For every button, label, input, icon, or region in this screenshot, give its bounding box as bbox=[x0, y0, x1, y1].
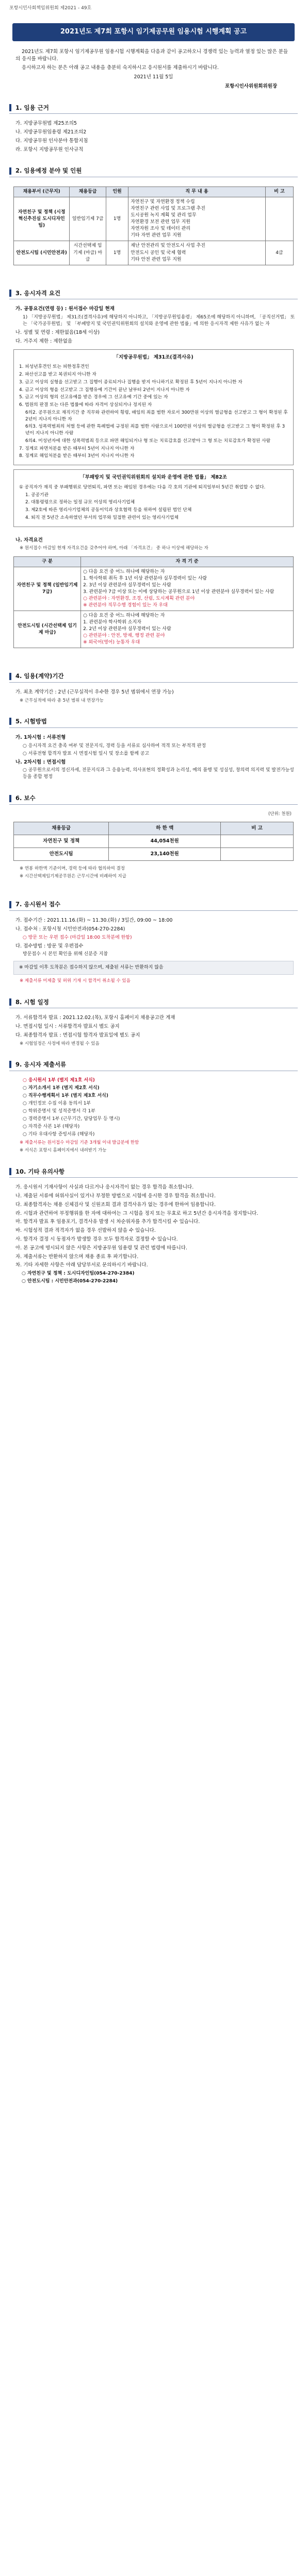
qualification-line: ○ 다음 요건 중 어느 하나에 해당하는 자 bbox=[83, 613, 165, 619]
table-cell bbox=[128, 241, 266, 265]
table-header: 채용등급 bbox=[70, 187, 106, 197]
list-item: 방문접수 시 본인 확인을 위해 신분증 지참 bbox=[23, 952, 108, 957]
qualification-line: 1. 학사학위 취득 후 1년 이상 관련분야 실무경력이 있는 사람 bbox=[83, 575, 207, 581]
section-title: 6. 보수 bbox=[15, 794, 36, 802]
note: ※ 제출서류는 원서접수 마감일 기준 3개월 이내 발급분에 한함 bbox=[20, 1140, 139, 1146]
list-item: 라. 포항시 지방공무원 인사규칙 bbox=[15, 146, 84, 152]
table-cell bbox=[221, 848, 294, 860]
table-cell bbox=[265, 197, 293, 241]
table-row bbox=[14, 567, 294, 611]
list-item: 가. 지방공무원법 제25조의5 bbox=[15, 121, 77, 127]
section-bar-icon bbox=[9, 290, 11, 297]
list-item: ○ 개인정보 수집 이용 동의서 1부 bbox=[23, 1100, 91, 1106]
list-item: ○ 응시자격 요건 충족 여부 및 전문지식, 경력 등을 서류로 심사하여 적격 또는 부적격 판정 bbox=[23, 743, 206, 749]
contact-line: ○ 자연친구 및 정책 : 도시디자인팀(054-270-2384) bbox=[22, 1271, 135, 1277]
section-header bbox=[9, 1167, 298, 1178]
table-header-row bbox=[14, 187, 294, 197]
list-item: ○ 기타 우대사항 증빙서류 (해당자) bbox=[23, 1132, 95, 1138]
qualification-line: ※ 외국어(영어) 능통자 우대 bbox=[83, 640, 140, 646]
intro-paragraph: 2021년도 제7회 포항시 임기제공무원 임용시험 시행계획을 다음과 같이 공고하오니 경쟁력 있는 능력과 열정 있는 많은 분들의 응시를 바랍니다. bbox=[15, 48, 288, 62]
legal-excerpt-title: 「지방공무원법」 제31조(결격사유) bbox=[114, 354, 193, 360]
list-item: 다. 지방공무원 인사분야 통합지침 bbox=[15, 138, 88, 144]
announcement-title: 2021년도 제7회 포항시 임기제공무원 임용시험 시행계획 공고 bbox=[12, 23, 295, 41]
note: ※ 시험일정은 사정에 따라 변경될 수 있음 bbox=[20, 1041, 100, 1046]
list-item: 1) 「지방공무원법」 제31조(결격사유)에 해당하지 아니하고, 「지방공무원임용령」 제65조에 해당하지 아니하며, 「공직선거법」 또는 「국가공무원법」 및 「부패방지 및 국민권익위원회의 설치와 운영에 관한 법률」에 의한 응시자격 제한 사유가 없는 자 bbox=[23, 315, 295, 327]
unit-note: (단위: 천원) bbox=[268, 811, 292, 817]
legal-excerpt-box bbox=[13, 349, 294, 466]
table-cell: 1명 bbox=[106, 241, 128, 265]
intro bbox=[9, 48, 298, 72]
list-item: ○ 공무원으로서의 정신자세, 전문지식과 그 응용능력, 의사표현의 정확성과 논리성, 예의 품행 및 성실성, 창의력 의지력 및 발전가능성 등을 종합 평정 bbox=[23, 768, 294, 780]
announcement-date: 2021년 11월 5일 bbox=[134, 74, 173, 80]
table-cell: 자연친구 및 정책 (시정혁신추진실 도시디자인팀) bbox=[14, 197, 70, 241]
table-cell: 안전도시팀 (시간선택제 임기제 마급) bbox=[14, 611, 81, 648]
list-item: 나. 지방공무원임용령 제21조의2 bbox=[15, 129, 87, 135]
qualification-line: 2. 3년 이상 관련분야 실무경력이 있는 사람 bbox=[83, 582, 171, 588]
intro-paragraph: 응시하고자 하는 분은 아래 공고 내용을 충분히 숙지하시고 응시원서를 제출하시기 바랍니다. bbox=[22, 65, 219, 71]
duty-line: 재난 안전관리 및 안전도시 사업 추진 bbox=[131, 243, 205, 249]
table-row bbox=[14, 197, 294, 241]
section-header bbox=[9, 900, 298, 911]
section-title: 3. 응시자격 요건 bbox=[15, 289, 61, 297]
table-header: 인원 bbox=[106, 187, 128, 197]
section-bar-icon bbox=[9, 1061, 11, 1068]
table-header: 채용부서 (근무지) bbox=[14, 187, 70, 197]
pay-table-wrap bbox=[9, 819, 298, 863]
duty-line: 안전도시 공인 및 국제 협력 bbox=[131, 250, 186, 256]
list-item: ○ 자격증 사본 1부 (해당자) bbox=[23, 1124, 80, 1130]
subsection-title: 나. 자격요건 bbox=[15, 537, 43, 543]
legal-line: 5. 금고 이상의 형의 선고유예를 받은 경우에 그 선고유예 기간 중에 있는 자 bbox=[19, 395, 168, 400]
table-cell: 일반임기제 7급 bbox=[70, 197, 106, 241]
section-title: 5. 시험방법 bbox=[15, 718, 47, 725]
list-item: 다. 거주지 제한 : 제한없음 bbox=[15, 338, 73, 344]
table-cell: 44,054천원 bbox=[109, 835, 221, 848]
table-header-row bbox=[14, 556, 294, 567]
table-cell: 안전도시팀 (시민안전과) bbox=[14, 241, 70, 265]
table-row bbox=[14, 835, 294, 848]
qualification-line: ○ 관련분야 : 안전, 방재, 행정 관련 분야 bbox=[83, 633, 165, 639]
qualification-line: 3. 관련분야 7급 이상 또는 이에 상당하는 공무원으로 1년 이상 관련분야 실무경력이 있는 사람 bbox=[83, 589, 274, 595]
note: ※ 시간선택제임기제공무원은 근무시간에 비례하여 지급 bbox=[20, 874, 126, 879]
pay-table bbox=[13, 822, 294, 860]
list-item: ○ 응시원서 1부 (별지 제1호 서식) bbox=[23, 1077, 95, 1083]
table-header: 채용등급 bbox=[14, 822, 109, 835]
table-header: 직 무 내 용 bbox=[128, 187, 266, 197]
legal-line: 1. 공공기관 bbox=[25, 492, 49, 498]
note: ※ 서식은 포항시 홈페이지에서 내려받기 가능 bbox=[20, 1148, 107, 1154]
list-item: ○ 서류전형 합격자 발표 시 면접시험 일시 및 장소를 함께 공고 bbox=[23, 751, 150, 756]
section-bar-icon bbox=[9, 673, 11, 680]
list-item: 가. 공통요건(연령 등) : 원서접수 마감일 현재 bbox=[15, 306, 115, 312]
legal-line: 3. 금고 이상의 실형을 선고받고 그 집행이 종료되거나 집행을 받지 아니하기로 확정된 후 5년이 지나지 아니한 자 bbox=[19, 379, 243, 385]
qualification-line: ○ 다음 요건 중 어느 하나에 해당하는 자 bbox=[83, 569, 165, 574]
duty-line: 자연친구 관련 사업 및 프로그램 추진 bbox=[131, 206, 205, 212]
contact-line: ○ 안전도시팀 : 시민안전과(054-270-2284) bbox=[22, 1279, 118, 1284]
note: ※ 근무실적에 따라 총 5년 범위 내 연장가능 bbox=[20, 698, 104, 703]
table-cell bbox=[128, 197, 266, 241]
section-title: 8. 시험 일정 bbox=[15, 998, 49, 1006]
legal-line: 6의4. 미성년자에 대한 성폭력범죄 등으로 파면 해임되거나 형 또는 치료감호를 선고받아 그 형 또는 치료감호가 확정된 사람 bbox=[25, 438, 271, 444]
list-item: ○ 자기소개서 1부 (별지 제2호 서식) bbox=[23, 1085, 100, 1091]
list-item: 나. 성별 및 연령 : 제한없음(18세 이상) bbox=[15, 330, 100, 336]
section-bar-icon bbox=[9, 998, 11, 1006]
list-item: 다. 접수방법 : 방문 및 우편접수 bbox=[15, 943, 84, 949]
section-header bbox=[9, 166, 298, 177]
legal-line: 6. 법원의 판결 또는 다른 법률에 따라 자격이 상실되거나 정지된 자 bbox=[19, 402, 152, 408]
qualification-line: ※ 관련분야 직무수행 경험이 있는 자 우대 bbox=[83, 603, 168, 608]
list-item: 가. 1차시험 : 서류전형 bbox=[15, 734, 66, 740]
section-header bbox=[9, 289, 298, 300]
legal-line: 2. 파산선고를 받고 복권되지 아니한 자 bbox=[19, 372, 96, 378]
list-item: 자. 제출서류는 반환하지 않으며 채용 종료 후 파기합니다. bbox=[15, 1253, 139, 1260]
list-item: 아. 본 공고에 명시되지 않은 사항은 지방공무원 임용령 및 관련 법령에 따릅니다. bbox=[15, 1245, 187, 1251]
note: ※ 연봉 하한액 기준이며, 경력 등에 따라 협의하여 결정 bbox=[20, 866, 125, 871]
list-item: ○ 직무수행계획서 1부 (별지 제3호 서식) bbox=[23, 1093, 108, 1098]
table-cell: 안전도시팀 bbox=[14, 848, 109, 860]
legal-excerpt-title: 「부패방지 및 국민권익위원회의 설치와 운영에 관한 법률」 제82조 bbox=[80, 474, 227, 481]
table-cell bbox=[81, 567, 294, 611]
table-header: 하 한 액 bbox=[109, 822, 221, 835]
legal-line: 8. 징계로 해임처분을 받은 때부터 3년이 지나지 아니한 자 bbox=[19, 453, 135, 459]
list-item: 가. 최초 계약기간 : 2년 (근무실적이 우수한 경우 5년 범위에서 연장 가능) bbox=[15, 689, 174, 695]
duty-line: 도시공원 녹지 계획 및 관리 업무 bbox=[131, 213, 197, 218]
table-row bbox=[14, 241, 294, 265]
table-cell: 자연친구 및 정책 bbox=[14, 835, 109, 848]
legal-line: 6의2. 공무원으로 재직기간 중 직무와 관련하여 횡령, 배임의 죄를 범한 자로서 300만원 이상의 벌금형을 선고받고 그 형이 확정된 후 2년이 지나지 아니한 자 bbox=[25, 410, 288, 422]
list-item: 가. 접수기간 : 2021.11.16.(화) ~ 11.30.(화) / 3일간, 09:00 ~ 18:00 bbox=[15, 918, 173, 924]
section-header bbox=[9, 1060, 298, 1071]
duty-line: 기타 안전 관련 업무 지원 bbox=[131, 257, 182, 262]
section-bar-icon bbox=[9, 901, 11, 908]
publication-number: 포항시민사회책임위원회 제2021 - 49호 bbox=[9, 6, 92, 11]
notice-band: ※ 마감일 이후 도착분은 접수하지 않으며, 제출된 서류는 반환하지 않음 bbox=[13, 961, 294, 975]
section-title: 2. 임용예정 분야 및 인원 bbox=[15, 167, 82, 175]
section-header bbox=[9, 998, 298, 1009]
section-title: 1. 임용 근거 bbox=[15, 104, 49, 111]
issuing-organization: 포항시인사위원회위원장 bbox=[225, 83, 277, 89]
warning-note: ※ 제출서류 미제출 및 허위 기재 시 합격이 취소될 수 있음 bbox=[20, 978, 131, 984]
legal-line: 6의3. 성폭력범죄의 처벌 등에 관한 특례법에 규정된 죄를 범한 사람으로서 100만원 이상의 벌금형을 선고받고 그 형이 확정된 후 3년이 지나지 아니한 사람 bbox=[25, 424, 285, 436]
list-item: ○ 방문 또는 우편 접수 (마감일 18:00 도착분에 한함) bbox=[23, 935, 132, 940]
section-header bbox=[9, 104, 298, 114]
section-bar-icon bbox=[9, 718, 11, 725]
legal-line: 2. 대통령령으로 정하는 일정 규모 이상의 영리사기업체 bbox=[25, 500, 135, 505]
table-cell: 자연친구 및 정책 (일반임기제 7급) bbox=[14, 567, 81, 611]
duty-line: 자연친구 및 자연환경 정책 수립 bbox=[131, 199, 195, 205]
section-title: 4. 임용(계약)기간 bbox=[15, 672, 64, 680]
section-title: 7. 응시원서 접수 bbox=[15, 901, 61, 908]
qualification-line: 1. 관련분야 학사학위 소지자 bbox=[83, 620, 141, 625]
table-header: 비 고 bbox=[265, 187, 293, 197]
list-item: 차. 기타 자세한 사항은 아래 담당부서로 문의하시기 바랍니다. bbox=[15, 1262, 148, 1268]
list-item: 다. 최종합격자는 채용 신체검사 및 신원조회 결과 결격사유가 없는 경우에 한하여 임용합니다. bbox=[15, 1201, 216, 1208]
table-row bbox=[14, 611, 294, 648]
table-cell bbox=[221, 835, 294, 848]
list-item: 나. 접수처 : 포항시청 시민안전과(054-270-2284) bbox=[15, 926, 125, 932]
table-cell: 23,140천원 bbox=[109, 848, 221, 860]
legal-excerpt-box bbox=[13, 469, 294, 527]
qualification-table bbox=[13, 556, 294, 649]
legal-line: 3. 제2호에 따른 영리사기업체의 공동이익과 상호협력 등을 위하여 설립된 법인 단체 bbox=[25, 507, 192, 513]
qualification-line: 2. 2년 이상 관련분야 실무경력이 있는 사람 bbox=[83, 626, 171, 632]
list-item: ○ 경력증명서 1부 (근무기간, 담당업무 등 명시) bbox=[23, 1116, 120, 1122]
legal-line: 4. 퇴직 전 5년간 소속하였던 부서의 업무와 밀접한 관련이 있는 영리사기업체 bbox=[25, 515, 179, 520]
table-cell: 시간선택제 임기제 (마급) 마급 bbox=[70, 241, 106, 265]
list-item: 나. 면접시험 일시 : 서류합격자 발표시 별도 공지 bbox=[15, 1024, 120, 1030]
list-item: 라. 시험과 관련하여 부정행위를 한 자에 대하여는 그 시험을 정지 또는 무효로 하고 5년간 응시자격을 정지합니다. bbox=[15, 1210, 258, 1216]
table-header-row bbox=[14, 822, 294, 835]
table-header: 자 격 기 준 bbox=[81, 556, 294, 567]
list-item: 나. 2차시험 : 면접시험 bbox=[15, 759, 66, 765]
list-item: 다. 최종합격자 발표 : 면접시험 합격자 발표일에 별도 공지 bbox=[15, 1032, 140, 1038]
section-bar-icon bbox=[9, 795, 11, 802]
table-header: 구 분 bbox=[14, 556, 81, 567]
table-cell: 1명 bbox=[106, 197, 128, 241]
recruitment-table-wrap bbox=[9, 183, 298, 268]
list-item: 가. 서류합격자 발표 : 2021.12.02.(목), 포항시 홈페이지 채용공고란 게재 bbox=[15, 1015, 175, 1021]
list-item: 가. 응시원서 기재사항이 사실과 다르거나 응시자격이 없는 경우 합격을 취소합니다. bbox=[15, 1184, 194, 1191]
section-bar-icon bbox=[9, 104, 11, 111]
qualification-table-wrap bbox=[9, 553, 298, 652]
list-item: 마. 합격자 발표 후 임용포기, 결격사유 발생 시 차순위자를 추가 합격시킬 수 있습니다. bbox=[15, 1219, 200, 1225]
section-bar-icon bbox=[9, 167, 11, 175]
duty-line: 자연환경 보전 관련 업무 지원 bbox=[131, 219, 190, 225]
list-item: 사. 합격자 결정 시 동점자가 발생할 경우 모두 합격자로 결정할 수 있습니다. bbox=[15, 1236, 178, 1243]
legal-line: ① 공직자가 재직 중 부패행위로 당연퇴직, 파면 또는 해임된 경우에는 다음 각 호의 기관에 퇴직일부터 5년간 취업할 수 없다. bbox=[19, 484, 266, 490]
table-cell: 4급 bbox=[265, 241, 293, 265]
legal-line: 1. 피성년후견인 또는 피한정후견인 bbox=[19, 364, 89, 370]
section-title: 10. 기타 유의사항 bbox=[15, 1167, 65, 1175]
list-item: 나. 제출된 서류에 허위사실이 있거나 부정한 방법으로 시험에 응시한 경우 합격을 취소합니다. bbox=[15, 1193, 216, 1199]
list-item: ○ 학위증명서 및 성적증명서 각 1부 bbox=[23, 1108, 95, 1114]
duty-line: 기타 자연 관련 업무 지원 bbox=[131, 233, 182, 239]
legal-line: 4. 금고 이상의 형을 선고받고 그 집행유예 기간이 끝난 날부터 2년이 지나지 아니한 자 bbox=[19, 387, 190, 393]
table-cell bbox=[81, 611, 294, 648]
document bbox=[9, 5, 298, 1285]
qualification-line: ○ 관련분야 : 자연환경, 조경, 산림, 도시계획 관련 분야 bbox=[83, 596, 195, 601]
section-header bbox=[9, 717, 298, 728]
legal-line: 7. 징계로 파면처분을 받은 때부터 5년이 지나지 아니한 자 bbox=[19, 446, 135, 451]
section-header bbox=[9, 794, 298, 805]
table-row bbox=[14, 848, 294, 860]
table-header: 비 고 bbox=[221, 822, 294, 835]
recruitment-table bbox=[13, 187, 294, 265]
list-item: 바. 시험성적 결과 적격자가 없을 경우 선발하지 않을 수 있습니다. bbox=[15, 1228, 156, 1234]
section-header bbox=[9, 672, 298, 683]
note: ※ 원서접수 마감일 현재 자격요건을 갖추어야 하며, 아래 「자격요건」 중 하나 이상에 해당하는 자 bbox=[20, 546, 208, 551]
section-bar-icon bbox=[9, 1168, 11, 1175]
section-title: 9. 응시자 제출서류 bbox=[15, 1061, 67, 1069]
duty-line: 자연자원 조사 및 데이터 관리 bbox=[131, 226, 190, 232]
